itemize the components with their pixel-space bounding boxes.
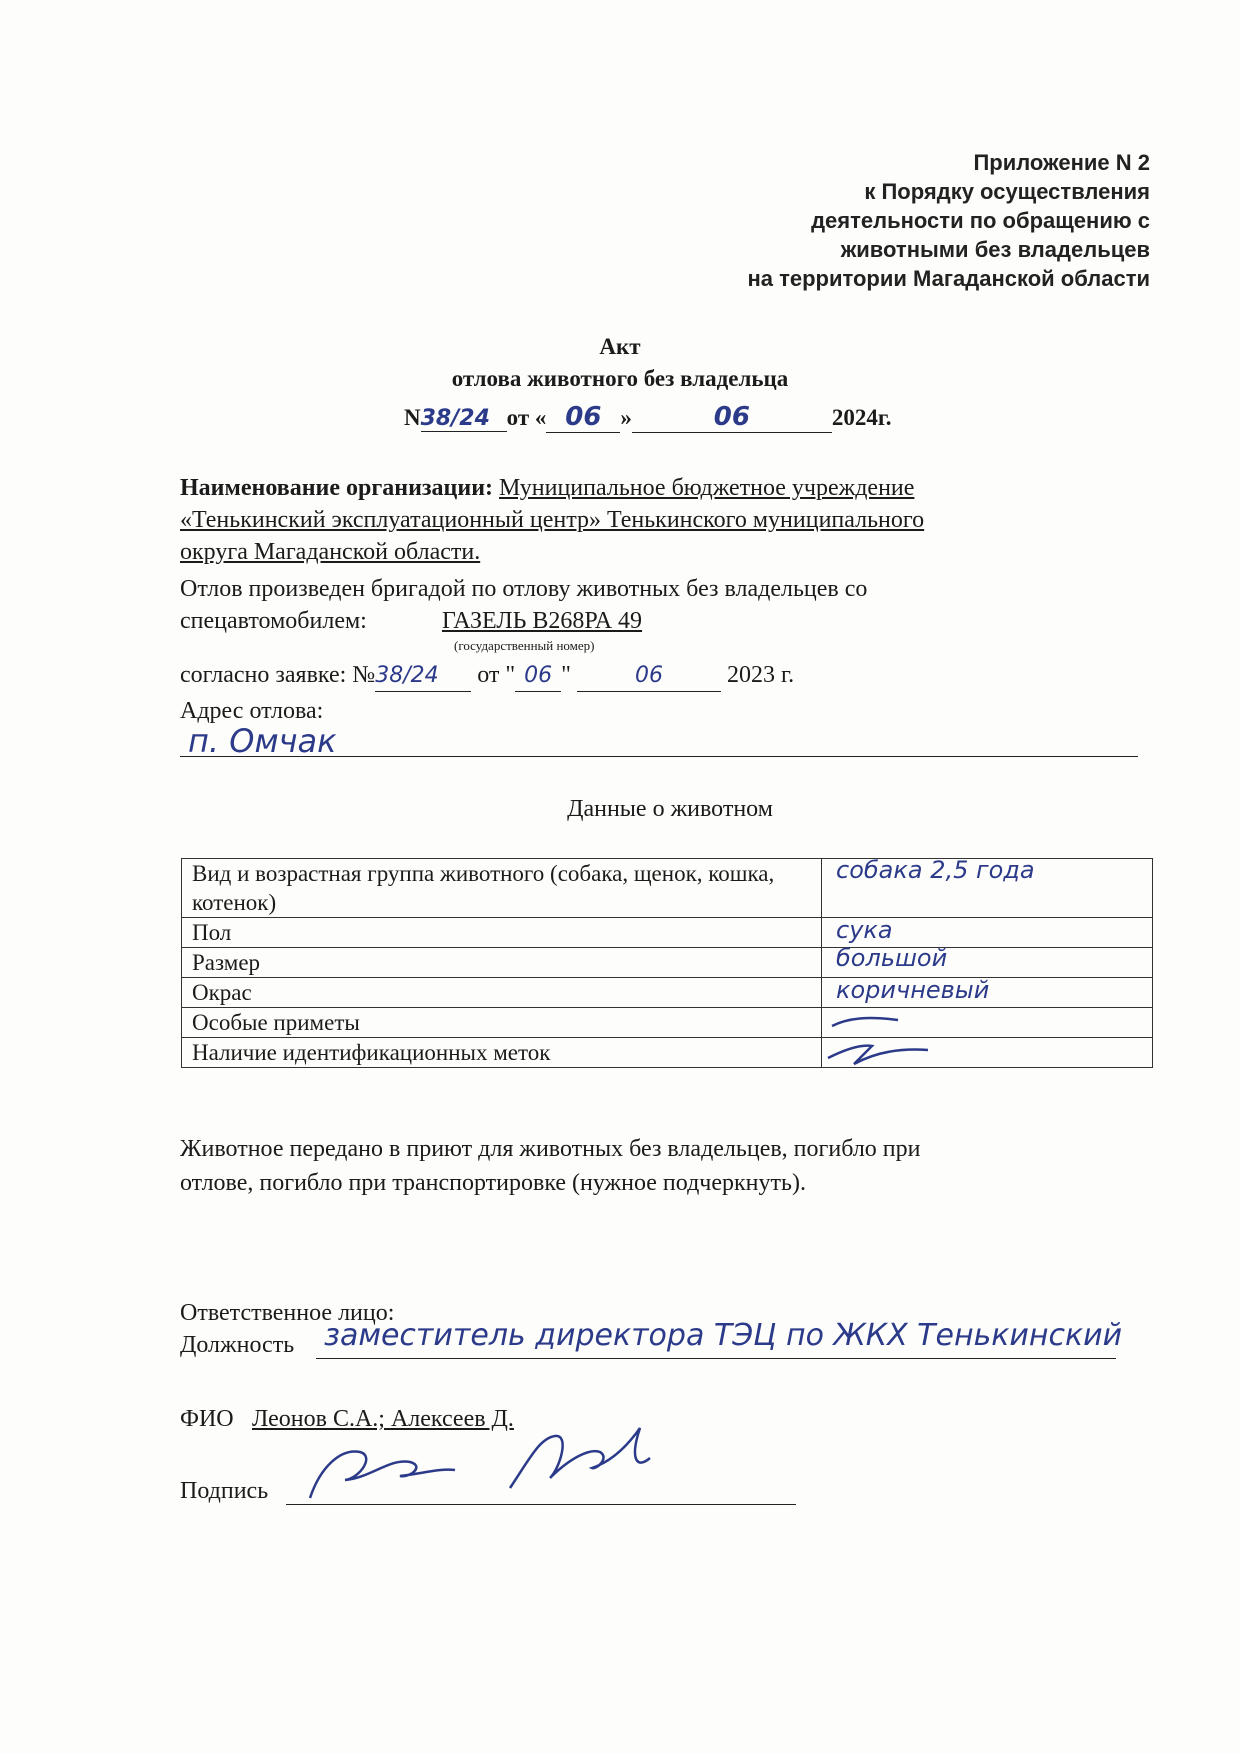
table-row: [182, 859, 1153, 918]
position-hand: заместитель директора ТЭЦ по ЖКХ Тенькинский: [324, 1318, 1123, 1353]
row-value: [822, 978, 1153, 1008]
request-label: согласно заявке:: [180, 662, 347, 688]
row-value-hand: коричневый: [836, 976, 990, 1004]
row-label: Наличие идентификационных меток: [182, 1038, 822, 1068]
row-value-hand: сука: [836, 916, 893, 944]
table-row: [182, 918, 1153, 948]
signature-1: [300, 1438, 460, 1508]
act-year: 2024г.: [831, 405, 892, 430]
appendix-line: Приложение N 2: [973, 150, 1150, 175]
appendix-line: к Порядку осуществления: [864, 179, 1150, 204]
act-number-line: [404, 402, 891, 433]
animal-heading: Данные о животном: [567, 796, 773, 822]
org-label: Наименование организации:: [180, 475, 494, 501]
row-value: [822, 918, 1153, 948]
signature-2: [500, 1418, 660, 1508]
appendix-line: животными без владельцев: [840, 237, 1150, 262]
signature-label: Подпись: [180, 1478, 269, 1504]
vehicle-label: спецавтомобилем:: [180, 608, 367, 634]
act-from: от «: [506, 405, 547, 430]
row-value: [822, 856, 1153, 918]
request-month-hand: 06: [577, 661, 721, 692]
table-row: [182, 978, 1153, 1008]
request-quote: ": [561, 662, 571, 688]
fio-label: ФИО: [180, 1406, 234, 1432]
row-label: Окрас: [182, 978, 822, 1008]
org-name-3: округа Магаданской области.: [180, 539, 481, 565]
appendix-block: [747, 148, 1150, 293]
row-value: [822, 944, 1153, 978]
row-label: Вид и возрастная группа животного (собака, щенок, кошка, котенок): [182, 859, 822, 918]
result-block: [180, 1132, 920, 1200]
request-line: [180, 660, 794, 692]
request-day-hand: 06: [515, 661, 561, 692]
act-number-prefix: N: [404, 405, 421, 430]
request-year: 2023 г.: [726, 662, 795, 688]
request-from: от ": [477, 662, 516, 688]
act-number-hand: 38/24: [421, 406, 507, 432]
row-label: Размер: [182, 948, 822, 978]
row-value: [822, 1038, 1153, 1068]
act-quote: »: [620, 405, 632, 430]
vehicle-number: ГАЗЕЛЬ В268РА 49: [442, 608, 643, 634]
team-line: Отлов произведен бригадой по отлову животных без владельцев со: [180, 576, 868, 602]
appendix-line: на территории Магаданской области: [747, 266, 1150, 291]
act-month-hand: 06: [632, 402, 832, 433]
row-label: Особые приметы: [182, 1008, 822, 1038]
address-value-hand: п. Омчак: [188, 722, 337, 760]
result-line: отлове, погибло при транспортировке (нужное подчеркнуть).: [180, 1170, 806, 1196]
fio-value: Леонов С.А.; Алексеев Д.: [252, 1406, 514, 1432]
act-title: Акт: [599, 334, 641, 359]
org-name-1: Муниципальное бюджетное учреждение: [499, 475, 915, 501]
request-number-hand: 38/24: [375, 661, 471, 692]
request-num-sign: №: [352, 662, 376, 688]
act-subtitle: отлова животного без владельца: [451, 366, 789, 391]
org-block: [180, 472, 1100, 568]
animal-table: [181, 858, 1153, 1068]
address-line: [180, 722, 1138, 760]
row-value-hand: собака 2,5 года: [836, 856, 1035, 884]
table-row: [182, 948, 1153, 978]
act-day-hand: 06: [546, 402, 620, 433]
table-row: [182, 1008, 1153, 1038]
address-label: Адрес отлова:: [180, 698, 324, 724]
appendix-line: деятельности по обращению с: [811, 208, 1150, 233]
row-value: [822, 1008, 1153, 1038]
row-value-hand: большой: [836, 944, 948, 972]
org-name-2: «Тенькинский эксплуатационный центр» Тенькинского муниципального: [180, 507, 925, 533]
dash-mark: [828, 1010, 908, 1036]
position-line: [316, 1318, 1123, 1359]
vehicle-caption: (государственный номер): [454, 638, 595, 653]
dash-mark: [824, 1038, 934, 1068]
position-label: Должность: [180, 1332, 295, 1358]
responsible-label: Ответственное лицо:: [180, 1300, 395, 1326]
table-row: [182, 1038, 1153, 1068]
result-line: Животное передано в приют для животных без владельцев, погибло при: [180, 1136, 921, 1162]
row-label: Пол: [182, 918, 822, 948]
